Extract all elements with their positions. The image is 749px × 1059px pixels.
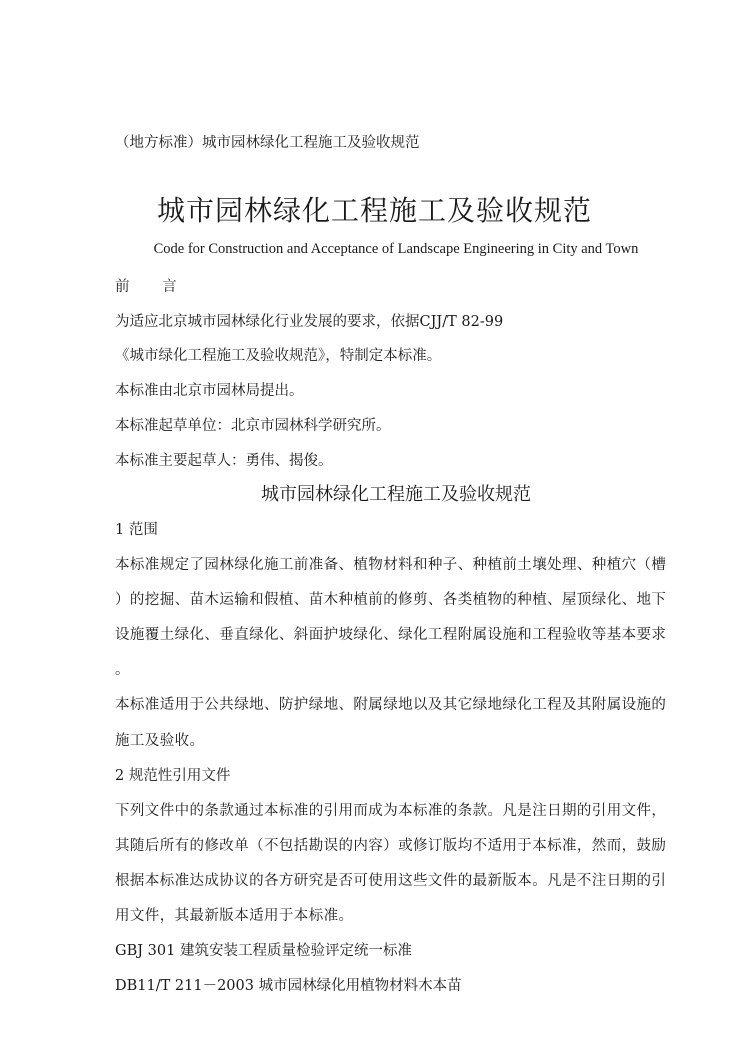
section2-para-line: 根据本标准达成协议的各方研究是否可使用这些文件的最新版本。凡是不注日期的引 bbox=[115, 873, 667, 889]
section-title: 城市园林绿化工程施工及验收规范 bbox=[261, 484, 531, 505]
section2-para-line: 下列文件中的条款通过本标准的引用而成为本标准的条款。凡是注日期的引用文件， bbox=[115, 803, 667, 819]
preface-line: 《城市绿化工程施工及验收规范》，特制定本标准。 bbox=[115, 348, 442, 364]
running-title: （地方标准）城市园林绿化工程施工及验收规范 bbox=[115, 135, 420, 151]
section1-para1-line: ）的挖掘、苗木运输和假植、苗木种植前的修剪、各类植物的种植、屋顶绿化、地下 bbox=[115, 592, 667, 608]
section1-para1-line: 。 bbox=[115, 662, 130, 678]
section2-heading: 2 规范性引用文件 bbox=[115, 768, 231, 784]
reference-item: DB11/T 211－2003 城市园林绿化用植物材料木本苗 bbox=[115, 978, 462, 994]
preface-line: 本标准由北京市园林局提出。 bbox=[115, 383, 304, 399]
section1-para1-line: 本标准规定了园林绿化施工前准备、植物材料和种子、种植前土壤处理、种植穴（槽 bbox=[115, 557, 667, 573]
reference-item: GBJ 301 建筑安装工程质量检验评定统一标准 bbox=[115, 943, 412, 959]
section2-para-line: 用文件，其最新版本适用于本标准。 bbox=[115, 908, 354, 924]
section1-para2-line: 施工及验收。 bbox=[115, 733, 205, 749]
preface-line: 为适应北京城市园林绿化行业发展的要求，依据CJJ/T 82-99 bbox=[115, 314, 504, 330]
section2-para-line: 其随后所有的修改单（不包括勘误的内容）或修订版均不适用于本标准，然而，鼓励 bbox=[115, 838, 667, 854]
section1-para2-line: 本标准适用于公共绿地、防护绿地、附属绿地以及其它绿地绿化工程及其附属设施的 bbox=[115, 697, 667, 713]
section1-heading: 1 范围 bbox=[115, 522, 158, 538]
preface-line: 本标准起草单位：北京市园林科学研究所。 bbox=[115, 418, 391, 434]
preface-heading: 前 言 bbox=[115, 279, 191, 295]
english-title: Code for Construction and Acceptance of Landscape Engineering in City and Town bbox=[153, 241, 639, 257]
section1-para1-line: 设施覆土绿化、垂直绿化、斜面护坡绿化、绿化工程附属设施和工程验收等基本要求 bbox=[115, 627, 667, 643]
preface-line: 本标准主要起草人：勇伟、揭俊。 bbox=[115, 453, 333, 469]
main-title: 城市园林绿化工程施工及验收规范 bbox=[156, 194, 592, 227]
